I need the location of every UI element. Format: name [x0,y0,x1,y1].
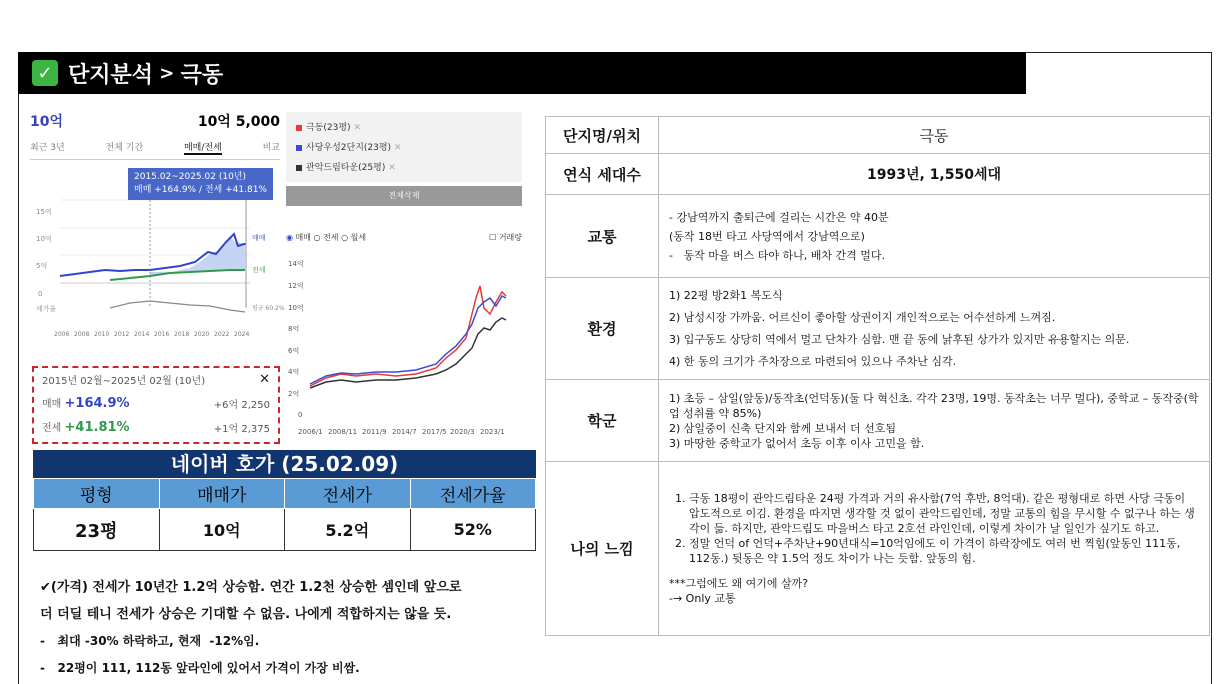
y-tick-5: 5억 [36,262,48,270]
text-line: -→ Only 교통 [669,592,736,605]
text-line: 3) 마땅한 중학교가 없어서 초등 이후 이사 고민을 함. [669,436,925,450]
legend-item: 사당우성2단지(23평) [306,143,392,153]
remove-icon[interactable]: ✕ [353,123,361,133]
jeonse-label: 전세 [42,423,62,434]
row-value: 극동 [659,117,1210,154]
x-tick: 2014/7 [392,428,417,436]
cell-sale: 10억 [159,509,285,551]
range-tooltip [128,168,273,200]
close-icon[interactable]: ✕ [259,372,270,387]
tooltip-change: 매매 +164.9% / 전세 +41.81% [134,185,267,195]
naver-asking-table [33,450,536,550]
summary-period: 2015년 02월~2025년 02월 (10년) [42,376,206,387]
tab-compare[interactable]: 비교 [262,143,280,153]
radio-checked-icon[interactable]: ◉ [286,233,293,242]
period-tabs [30,140,280,160]
jeonse-line [110,270,245,280]
y-tick: 0 [298,411,303,419]
table-row [546,195,1210,278]
y-tick-0: 0 [38,290,43,298]
sale-line-label: 매매 [252,234,266,242]
col-header: 전세가 [285,479,411,509]
text-line: 1) 22평 방2화1 복도식 [669,288,783,302]
legend-item: 극동(23평) [306,123,351,133]
title-text: 단지분석 [68,62,154,88]
radio-jeonse[interactable]: 전세 [323,233,339,242]
title-sub: 극동 [180,62,224,88]
cell-jeonse: 5.2억 [285,509,411,551]
x-tick: 2008/11 [328,428,358,436]
radio-sale: 매매 [295,233,311,242]
check-icon: ✓ [32,60,58,86]
y-tick: 10억 [288,304,304,312]
row-key: 나의 느낌 [546,462,659,636]
x-tick: 2006 [54,331,70,338]
naver-caption: 네이버 호가 (25.02.09) [33,450,536,478]
text-line: - 강남역까지 출퇴근에 걸리는 시간은 약 40분 [669,210,889,224]
ratio-line-label: 평균 60.2% [252,305,285,312]
x-tick: 2018 [174,331,190,338]
row-key: 환경 [546,278,659,380]
feel-value [659,462,1210,636]
legend-swatch [296,145,302,151]
row-value: 1993년, 1,550세대 [659,154,1210,195]
series-line [310,296,506,384]
volume-checkbox: 거래량 [498,233,522,242]
table-row [34,509,536,551]
list-item: 1. 극동 18평이 관악드림타운 24평 가격과 거의 유사함(7억 후반, 8억대). 같은 평형대로 하면 사당 극동이 압도적으로 이김. 환경을 따지면 생각할 것 없이 관악드림인데, 정말 교통의 힘을 무시할 수 없구나 하는 생각이 듦. 하지만, 관악드림도 마을버스 타고 2호선 라인인데, 이렇게 차이가 날 일인가 싶기도 하고. [689,491,1199,536]
x-tick: 2011/9 [362,428,387,436]
x-tick: 2023/1 [480,428,505,436]
table-row [546,278,1210,380]
x-tick: 2012 [114,331,130,338]
row-key: 단지명/위치 [546,117,659,154]
compare-legend [286,112,522,182]
table-row [546,462,1210,636]
env-value [659,278,1210,380]
traffic-value [659,195,1210,278]
remove-icon[interactable]: ✕ [393,143,402,153]
col-header: 매매가 [159,479,285,509]
legend-swatch [296,165,302,171]
text-line: ***그럼에도 왜 여기에 살까? [669,577,809,590]
note-line: ✔(가격) 전세가 10년간 1.2억 상승함. 연간 1.2천 상승한 셈인데 앞으로 [40,580,462,595]
tab-all-period[interactable]: 전체 기간 [105,143,144,153]
title-bar [18,52,1026,94]
series-line [310,318,506,388]
x-tick: 2006/1 [298,428,323,436]
x-tick: 2024 [234,331,250,338]
y-tick: 6억 [288,347,300,355]
text-line: - 동작 마을 버스 타야 하나, 배차 간격 멀다. [669,248,885,262]
x-tick: 2014 [134,331,150,338]
note-line: - 22평이 111, 112동 앞라인에 있어서 가격이 가장 비쌈. [40,661,360,675]
list-item: 2. 정말 언덕 of 언덕+주차난+90년대식=10억임에도 이 가격이 하락장에도 여러 번 찍힘(앞동인 111동, 112동.) 뒷동은 약 1.5억 정도 차이가 나는 듯함. 앞동의 힘. [689,536,1199,566]
complex-info-table [545,116,1210,636]
tab-sale-jeonse[interactable]: 매매/전세 [184,140,222,155]
jeonse-line-label: 전세 [252,266,266,274]
table-row [546,380,1210,462]
deal-type-radios: ◉ 매매 ○ 전세 ○ 월세 ☐ 거래량 [286,233,522,242]
x-tick: 2020/3 [450,428,475,436]
note-line: 더 더딜 테니 전세가 상승은 기대할 수 없음. 나에게 적합하지는 않을 듯. [40,607,452,622]
row-key: 연식 세대수 [546,154,659,195]
cell-ratio: 52% [410,509,536,551]
comparison-panel [286,112,522,442]
col-header: 전세가율 [410,479,536,509]
text-line: 1) 초등 – 삼일(앞동)/동작초(언덕동)(둘 다 혁신초. 각각 23명, 19명. 동작초는 너무 멀다), 중학교 – 동작중(학업 성취률 약 85%) [669,391,1199,420]
title-sep: > [153,62,181,84]
x-tick: 2008 [74,331,90,338]
y-tick: 14억 [288,260,304,268]
y-tick: 2억 [288,390,300,398]
col-header: 평형 [34,479,160,509]
sale-pct: +164.9% [64,396,130,411]
y-tick-15: 15억 [36,208,52,216]
text-line: (동작 18번 타고 사당역에서 강남역으로) [669,229,865,243]
legend-item: 관악드림타운(25평) [306,163,386,173]
remove-icon[interactable]: ✕ [388,163,396,173]
table-row [546,154,1210,195]
sale-amount: +6억 2,250 [213,399,270,411]
cell-size: 23평 [34,509,160,551]
x-tick: 2016 [154,331,170,338]
row-key: 학군 [546,380,659,462]
radio-monthly[interactable]: 월세 [350,233,367,242]
comparison-chart [286,258,522,438]
y-tick: 8억 [288,325,300,333]
y-tick-10: 10억 [36,235,52,243]
school-value [659,380,1210,462]
jeonse-amount: +1억 2,375 [213,423,270,435]
price-right: 10억 5,000 [197,114,280,130]
price-left: 10억 [30,114,64,130]
text-line: 3) 입구동도 상당히 역에서 멀고 단차가 심함. 맨 끝 동에 낡후된 상가가 있지만 유용할지는 의문. [669,332,1130,346]
price-history-panel [30,108,285,446]
row-key: 교통 [546,195,659,278]
text-line: 4) 한 동의 크기가 주차장으로 마련되어 있으나 주차난 심각. [669,354,957,368]
tab-recent-3y[interactable]: 최근 3년 [30,143,65,153]
price-notes [40,574,530,682]
jeonse-pct: +41.81% [64,420,130,435]
delete-all-button[interactable]: 전체삭제 [286,186,522,206]
change-summary-box [32,366,280,444]
y-tick: 4억 [288,368,300,376]
x-tick: 2017/5 [422,428,447,436]
y-tick: 12억 [288,282,304,290]
x-tick: 2010 [94,331,110,338]
note-line: - 최대 -30% 하락하고, 현재 -12%임. [40,634,260,648]
sale-label: 매매 [42,399,62,410]
tooltip-period: 2015.02~2025.02 (10년) [134,172,247,182]
table-row [546,117,1210,154]
legend-swatch [296,125,302,131]
text-line: 2) 삼일중이 신축 단지와 함께 보내서 더 선호됨 [669,421,897,435]
checkbox-icon[interactable]: ☐ [489,233,497,242]
ratio-line [110,301,245,312]
y-tick-ratio: 세가율 [36,305,57,313]
text-line: 2) 남성시장 가까움. 어르신이 좋아할 상권이지 개인적으로는 어수선하게 느껴짐. [669,310,1056,324]
x-tick: 2020 [194,331,210,338]
x-tick: 2022 [214,331,230,338]
